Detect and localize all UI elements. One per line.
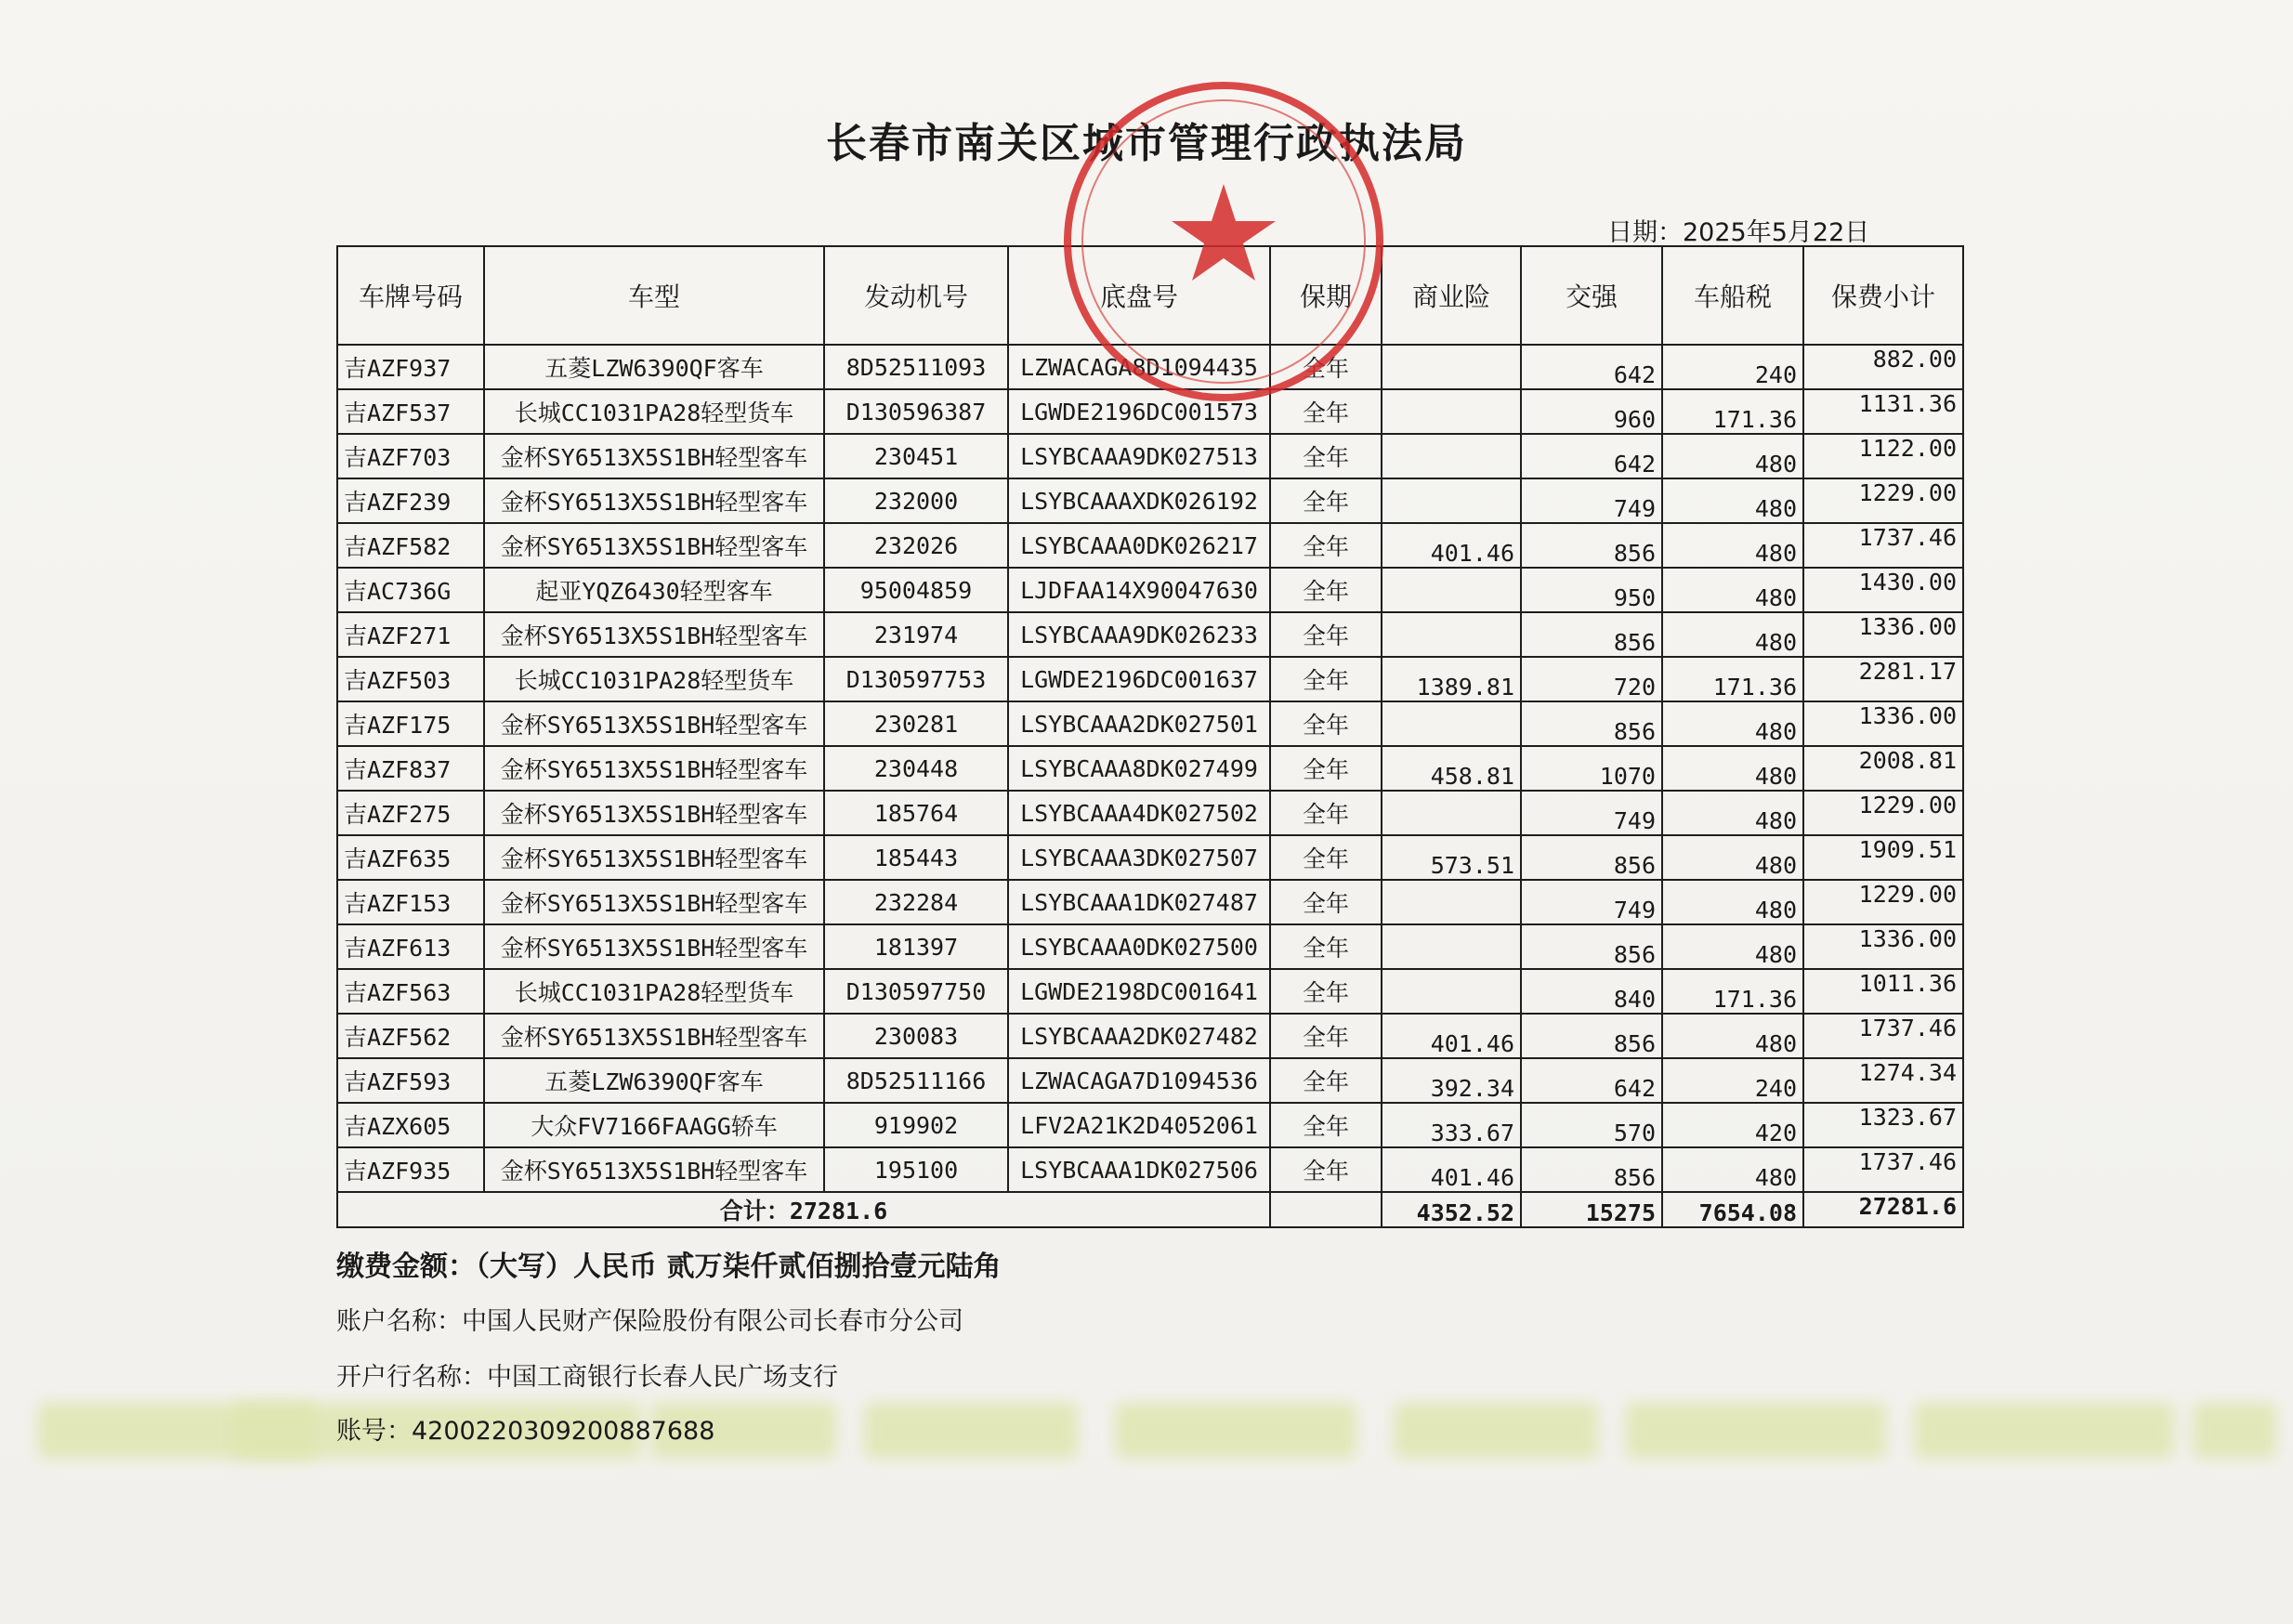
cell-compulsory: 642 bbox=[1521, 434, 1662, 478]
table-row bbox=[337, 657, 1963, 701]
cell-period: 全年 bbox=[1270, 345, 1382, 389]
cell-subtotal: 1011.36 bbox=[1803, 969, 1963, 1014]
cell-commercial bbox=[1382, 568, 1521, 612]
col-chassis-header: 底盘号 bbox=[1008, 246, 1270, 345]
cell-chassis: LSYBCAAAXDK026192 bbox=[1008, 478, 1270, 523]
table-row bbox=[337, 880, 1963, 924]
cell-model: 长城CC1031PA28轻型货车 bbox=[484, 969, 824, 1014]
cell-compulsory: 856 bbox=[1521, 924, 1662, 969]
cell-period: 全年 bbox=[1270, 434, 1382, 478]
cell-model: 大众FV7166FAAGG轿车 bbox=[484, 1103, 824, 1147]
cell-chassis: LSYBCAAA9DK026233 bbox=[1008, 612, 1270, 657]
cell-subtotal: 1229.00 bbox=[1803, 880, 1963, 924]
cell-vessel-tax: 480 bbox=[1662, 434, 1803, 478]
cell-chassis: LSYBCAAA4DK027502 bbox=[1008, 791, 1270, 835]
cell-engine: D130597750 bbox=[824, 969, 1008, 1014]
cell-commercial bbox=[1382, 969, 1521, 1014]
cell-model: 金杯SY6513X5S1BH轻型客车 bbox=[484, 612, 824, 657]
cell-subtotal: 1323.67 bbox=[1803, 1103, 1963, 1147]
cell-subtotal: 2008.81 bbox=[1803, 746, 1963, 791]
cell-vessel-tax: 480 bbox=[1662, 1147, 1803, 1192]
cell-period: 全年 bbox=[1270, 389, 1382, 434]
cell-period: 全年 bbox=[1270, 880, 1382, 924]
cell-period: 全年 bbox=[1270, 612, 1382, 657]
cell-compulsory: 749 bbox=[1521, 880, 1662, 924]
cell-compulsory: 856 bbox=[1521, 1147, 1662, 1192]
cell-engine: D130597753 bbox=[824, 657, 1008, 701]
account-name: 账户名称：中国人民财产保险股份有限公司长春市分公司 bbox=[336, 1307, 963, 1336]
cell-plate: 吉AC736G bbox=[337, 568, 484, 612]
cell-plate: 吉AZF703 bbox=[337, 434, 484, 478]
cell-commercial: 1389.81 bbox=[1382, 657, 1521, 701]
cell-plate: 吉AZF613 bbox=[337, 924, 484, 969]
cell-period: 全年 bbox=[1270, 746, 1382, 791]
cell-vessel-tax: 480 bbox=[1662, 568, 1803, 612]
col-plate-header: 车牌号码 bbox=[337, 246, 484, 345]
cell-engine: 181397 bbox=[824, 924, 1008, 969]
cell-vessel-tax: 480 bbox=[1662, 880, 1803, 924]
cell-vessel-tax: 480 bbox=[1662, 478, 1803, 523]
cell-compulsory: 856 bbox=[1521, 701, 1662, 746]
cell-subtotal: 1336.00 bbox=[1803, 612, 1963, 657]
cell-commercial: 401.46 bbox=[1382, 1014, 1521, 1058]
cell-compulsory: 642 bbox=[1521, 345, 1662, 389]
seal-star-icon bbox=[1172, 184, 1276, 281]
cell-vessel-tax: 171.36 bbox=[1662, 389, 1803, 434]
cell-commercial bbox=[1382, 791, 1521, 835]
cell-plate: 吉AZF239 bbox=[337, 478, 484, 523]
cell-commercial bbox=[1382, 478, 1521, 523]
cell-chassis: LFV2A21K2D4052061 bbox=[1008, 1103, 1270, 1147]
cell-chassis: LSYBCAAA1DK027487 bbox=[1008, 880, 1270, 924]
cell-model: 五菱LZW6390QF客车 bbox=[484, 345, 824, 389]
cell-vessel-tax: 480 bbox=[1662, 1014, 1803, 1058]
redaction-blur bbox=[1914, 1403, 2174, 1459]
cell-commercial bbox=[1382, 345, 1521, 389]
cell-chassis: LSYBCAAA2DK027501 bbox=[1008, 701, 1270, 746]
table-row bbox=[337, 701, 1963, 746]
cell-compulsory: 856 bbox=[1521, 1014, 1662, 1058]
cell-period: 全年 bbox=[1270, 835, 1382, 880]
cell-model: 金杯SY6513X5S1BH轻型客车 bbox=[484, 880, 824, 924]
cell-vessel-tax: 171.36 bbox=[1662, 657, 1803, 701]
cell-period: 全年 bbox=[1270, 1103, 1382, 1147]
cell-compulsory: 950 bbox=[1521, 568, 1662, 612]
cell-commercial bbox=[1382, 434, 1521, 478]
cell-period: 全年 bbox=[1270, 657, 1382, 701]
cell-plate: 吉AZF635 bbox=[337, 835, 484, 880]
cell-plate: 吉AZF937 bbox=[337, 345, 484, 389]
cell-subtotal: 1737.46 bbox=[1803, 1147, 1963, 1192]
cell-compulsory: 1070 bbox=[1521, 746, 1662, 791]
cell-period: 全年 bbox=[1270, 1147, 1382, 1192]
cell-model: 五菱LZW6390QF客车 bbox=[484, 1058, 824, 1103]
cell-engine: 232284 bbox=[824, 880, 1008, 924]
cell-period: 全年 bbox=[1270, 969, 1382, 1014]
total-compulsory: 15275 bbox=[1521, 1192, 1662, 1227]
cell-chassis: LSYBCAAA8DK027499 bbox=[1008, 746, 1270, 791]
cell-commercial: 401.46 bbox=[1382, 523, 1521, 568]
redaction-blur bbox=[864, 1403, 1078, 1459]
table-row bbox=[337, 969, 1963, 1014]
table-row bbox=[337, 434, 1963, 478]
cell-chassis: LSYBCAAA2DK027482 bbox=[1008, 1014, 1270, 1058]
cell-chassis: LSYBCAAA1DK027506 bbox=[1008, 1147, 1270, 1192]
account-number: 账号：4200220309200887688 bbox=[336, 1417, 715, 1446]
official-seal bbox=[1056, 74, 1391, 409]
cell-vessel-tax: 480 bbox=[1662, 924, 1803, 969]
cell-subtotal: 1336.00 bbox=[1803, 924, 1963, 969]
cell-engine: 232026 bbox=[824, 523, 1008, 568]
cell-subtotal: 1274.34 bbox=[1803, 1058, 1963, 1103]
cell-compulsory: 720 bbox=[1521, 657, 1662, 701]
cell-subtotal: 1229.00 bbox=[1803, 791, 1963, 835]
cell-vessel-tax: 480 bbox=[1662, 746, 1803, 791]
table-row bbox=[337, 1103, 1963, 1147]
cell-period: 全年 bbox=[1270, 523, 1382, 568]
cell-compulsory: 840 bbox=[1521, 969, 1662, 1014]
cell-subtotal: 1229.00 bbox=[1803, 478, 1963, 523]
cell-engine: 230448 bbox=[824, 746, 1008, 791]
cell-chassis: LGWDE2196DC001573 bbox=[1008, 389, 1270, 434]
cell-engine: 230281 bbox=[824, 701, 1008, 746]
cell-compulsory: 749 bbox=[1521, 478, 1662, 523]
cell-model: 长城CC1031PA28轻型货车 bbox=[484, 657, 824, 701]
col-model-header: 车型 bbox=[484, 246, 824, 345]
cell-plate: 吉AZF563 bbox=[337, 969, 484, 1014]
cell-subtotal: 1430.00 bbox=[1803, 568, 1963, 612]
cell-vessel-tax: 480 bbox=[1662, 835, 1803, 880]
cell-commercial: 392.34 bbox=[1382, 1058, 1521, 1103]
cell-vessel-tax: 480 bbox=[1662, 701, 1803, 746]
cell-model: 长城CC1031PA28轻型货车 bbox=[484, 389, 824, 434]
cell-engine: 230083 bbox=[824, 1014, 1008, 1058]
cell-engine: 185443 bbox=[824, 835, 1008, 880]
total-commercial: 4352.52 bbox=[1382, 1192, 1521, 1227]
cell-plate: 吉AZF935 bbox=[337, 1147, 484, 1192]
cell-subtotal: 1737.46 bbox=[1803, 1014, 1963, 1058]
cell-subtotal: 2281.17 bbox=[1803, 657, 1963, 701]
cell-plate: 吉AZF562 bbox=[337, 1014, 484, 1058]
cell-engine: D130596387 bbox=[824, 389, 1008, 434]
cell-plate: 吉AZF175 bbox=[337, 701, 484, 746]
cell-commercial: 573.51 bbox=[1382, 835, 1521, 880]
cell-engine: 231974 bbox=[824, 612, 1008, 657]
cell-chassis: LGWDE2198DC001641 bbox=[1008, 969, 1270, 1014]
cell-commercial: 333.67 bbox=[1382, 1103, 1521, 1147]
table-row bbox=[337, 1147, 1963, 1192]
cell-subtotal: 1122.00 bbox=[1803, 434, 1963, 478]
cell-chassis: LZWACAGA7D1094536 bbox=[1008, 1058, 1270, 1103]
table-row bbox=[337, 1014, 1963, 1058]
cell-model: 金杯SY6513X5S1BH轻型客车 bbox=[484, 523, 824, 568]
bank-name: 开户行名称：中国工商银行长春人民广场支行 bbox=[336, 1363, 838, 1392]
cell-compulsory: 642 bbox=[1521, 1058, 1662, 1103]
table-row bbox=[337, 523, 1963, 568]
table-row bbox=[337, 791, 1963, 835]
cell-compulsory: 856 bbox=[1521, 523, 1662, 568]
cell-commercial bbox=[1382, 924, 1521, 969]
cell-chassis: LSYBCAAA3DK027507 bbox=[1008, 835, 1270, 880]
col-period-header: 保期 bbox=[1270, 246, 1382, 345]
redaction-blur bbox=[2193, 1403, 2276, 1459]
cell-subtotal: 1336.00 bbox=[1803, 701, 1963, 746]
cell-plate: 吉AZF537 bbox=[337, 389, 484, 434]
redaction-blur bbox=[1626, 1403, 1886, 1459]
cell-subtotal: 1131.36 bbox=[1803, 389, 1963, 434]
cell-engine: 8D52511093 bbox=[824, 345, 1008, 389]
redaction-blur bbox=[1394, 1403, 1598, 1459]
cell-model: 金杯SY6513X5S1BH轻型客车 bbox=[484, 835, 824, 880]
cell-engine: 8D52511166 bbox=[824, 1058, 1008, 1103]
cell-model: 金杯SY6513X5S1BH轻型客车 bbox=[484, 701, 824, 746]
col-subtotal-header: 保费小计 bbox=[1803, 246, 1963, 345]
cell-chassis: LSYBCAAA0DK027500 bbox=[1008, 924, 1270, 969]
col-vessel-tax-header: 车船税 bbox=[1662, 246, 1803, 345]
total-subtotal: 27281.6 bbox=[1803, 1192, 1963, 1227]
cell-engine: 185764 bbox=[824, 791, 1008, 835]
cell-model: 起亚YQZ6430轻型客车 bbox=[484, 568, 824, 612]
cell-model: 金杯SY6513X5S1BH轻型客车 bbox=[484, 1147, 824, 1192]
cell-plate: 吉AZF153 bbox=[337, 880, 484, 924]
cell-commercial bbox=[1382, 701, 1521, 746]
cell-compulsory: 749 bbox=[1521, 791, 1662, 835]
cell-engine: 95004859 bbox=[824, 568, 1008, 612]
cell-vessel-tax: 480 bbox=[1662, 523, 1803, 568]
cell-period: 全年 bbox=[1270, 791, 1382, 835]
cell-commercial bbox=[1382, 389, 1521, 434]
cell-chassis: LZWACAGA8D1094435 bbox=[1008, 345, 1270, 389]
cell-vessel-tax: 480 bbox=[1662, 612, 1803, 657]
document-date: 日期：2025年5月22日 bbox=[1607, 218, 1870, 247]
table-row bbox=[337, 478, 1963, 523]
cell-model: 金杯SY6513X5S1BH轻型客车 bbox=[484, 1014, 824, 1058]
cell-plate: 吉AZF271 bbox=[337, 612, 484, 657]
cell-chassis: LJDFAA14X90047630 bbox=[1008, 568, 1270, 612]
cell-plate: 吉AZF275 bbox=[337, 791, 484, 835]
cell-engine: 195100 bbox=[824, 1147, 1008, 1192]
cell-model: 金杯SY6513X5S1BH轻型客车 bbox=[484, 924, 824, 969]
total-vessel-tax: 7654.08 bbox=[1662, 1192, 1803, 1227]
cell-commercial bbox=[1382, 880, 1521, 924]
cell-engine: 919902 bbox=[824, 1103, 1008, 1147]
cell-vessel-tax: 171.36 bbox=[1662, 969, 1803, 1014]
total-period-cell bbox=[1270, 1192, 1382, 1227]
cell-chassis: LSYBCAAA0DK026217 bbox=[1008, 523, 1270, 568]
col-commercial-header: 商业险 bbox=[1382, 246, 1521, 345]
table-total-row bbox=[337, 1192, 1963, 1227]
cell-vessel-tax: 240 bbox=[1662, 1058, 1803, 1103]
cell-period: 全年 bbox=[1270, 1058, 1382, 1103]
table-row bbox=[337, 568, 1963, 612]
cell-period: 全年 bbox=[1270, 568, 1382, 612]
cell-plate: 吉AZF503 bbox=[337, 657, 484, 701]
cell-period: 全年 bbox=[1270, 924, 1382, 969]
total-label: 合计：27281.6 bbox=[337, 1192, 1270, 1227]
cell-compulsory: 856 bbox=[1521, 612, 1662, 657]
cell-plate: 吉AZF582 bbox=[337, 523, 484, 568]
cell-engine: 232000 bbox=[824, 478, 1008, 523]
cell-compulsory: 856 bbox=[1521, 835, 1662, 880]
redaction-blur bbox=[1115, 1403, 1356, 1459]
cell-period: 全年 bbox=[1270, 1014, 1382, 1058]
cell-vessel-tax: 480 bbox=[1662, 791, 1803, 835]
cell-plate: 吉AZF593 bbox=[337, 1058, 484, 1103]
cell-subtotal: 1909.51 bbox=[1803, 835, 1963, 880]
cell-period: 全年 bbox=[1270, 478, 1382, 523]
cell-plate: 吉AZX605 bbox=[337, 1103, 484, 1147]
cell-subtotal: 1737.46 bbox=[1803, 523, 1963, 568]
cell-chassis: LGWDE2196DC001637 bbox=[1008, 657, 1270, 701]
table-row bbox=[337, 835, 1963, 880]
document-title: 长春市南关区城市管理行政执法局 bbox=[826, 120, 1467, 167]
cell-commercial: 401.46 bbox=[1382, 1147, 1521, 1192]
cell-commercial: 458.81 bbox=[1382, 746, 1521, 791]
col-compulsory-header: 交强 bbox=[1521, 246, 1662, 345]
table-body bbox=[337, 345, 1963, 1192]
cell-engine: 230451 bbox=[824, 434, 1008, 478]
col-engine-header: 发动机号 bbox=[824, 246, 1008, 345]
cell-subtotal: 882.00 bbox=[1803, 345, 1963, 389]
table-row bbox=[337, 1058, 1963, 1103]
table-row bbox=[337, 924, 1963, 969]
cell-compulsory: 570 bbox=[1521, 1103, 1662, 1147]
cell-chassis: LSYBCAAA9DK027513 bbox=[1008, 434, 1270, 478]
cell-model: 金杯SY6513X5S1BH轻型客车 bbox=[484, 434, 824, 478]
cell-period: 全年 bbox=[1270, 701, 1382, 746]
cell-plate: 吉AZF837 bbox=[337, 746, 484, 791]
table-row bbox=[337, 746, 1963, 791]
cell-commercial bbox=[1382, 612, 1521, 657]
table-row bbox=[337, 612, 1963, 657]
cell-model: 金杯SY6513X5S1BH轻型客车 bbox=[484, 478, 824, 523]
cell-model: 金杯SY6513X5S1BH轻型客车 bbox=[484, 746, 824, 791]
cell-compulsory: 960 bbox=[1521, 389, 1662, 434]
cell-model: 金杯SY6513X5S1BH轻型客车 bbox=[484, 791, 824, 835]
payment-amount: 缴费金额：（大写）人民币 贰万柒仟贰佰捌拾壹元陆角 bbox=[336, 1251, 1002, 1283]
cell-vessel-tax: 240 bbox=[1662, 345, 1803, 389]
cell-vessel-tax: 420 bbox=[1662, 1103, 1803, 1147]
